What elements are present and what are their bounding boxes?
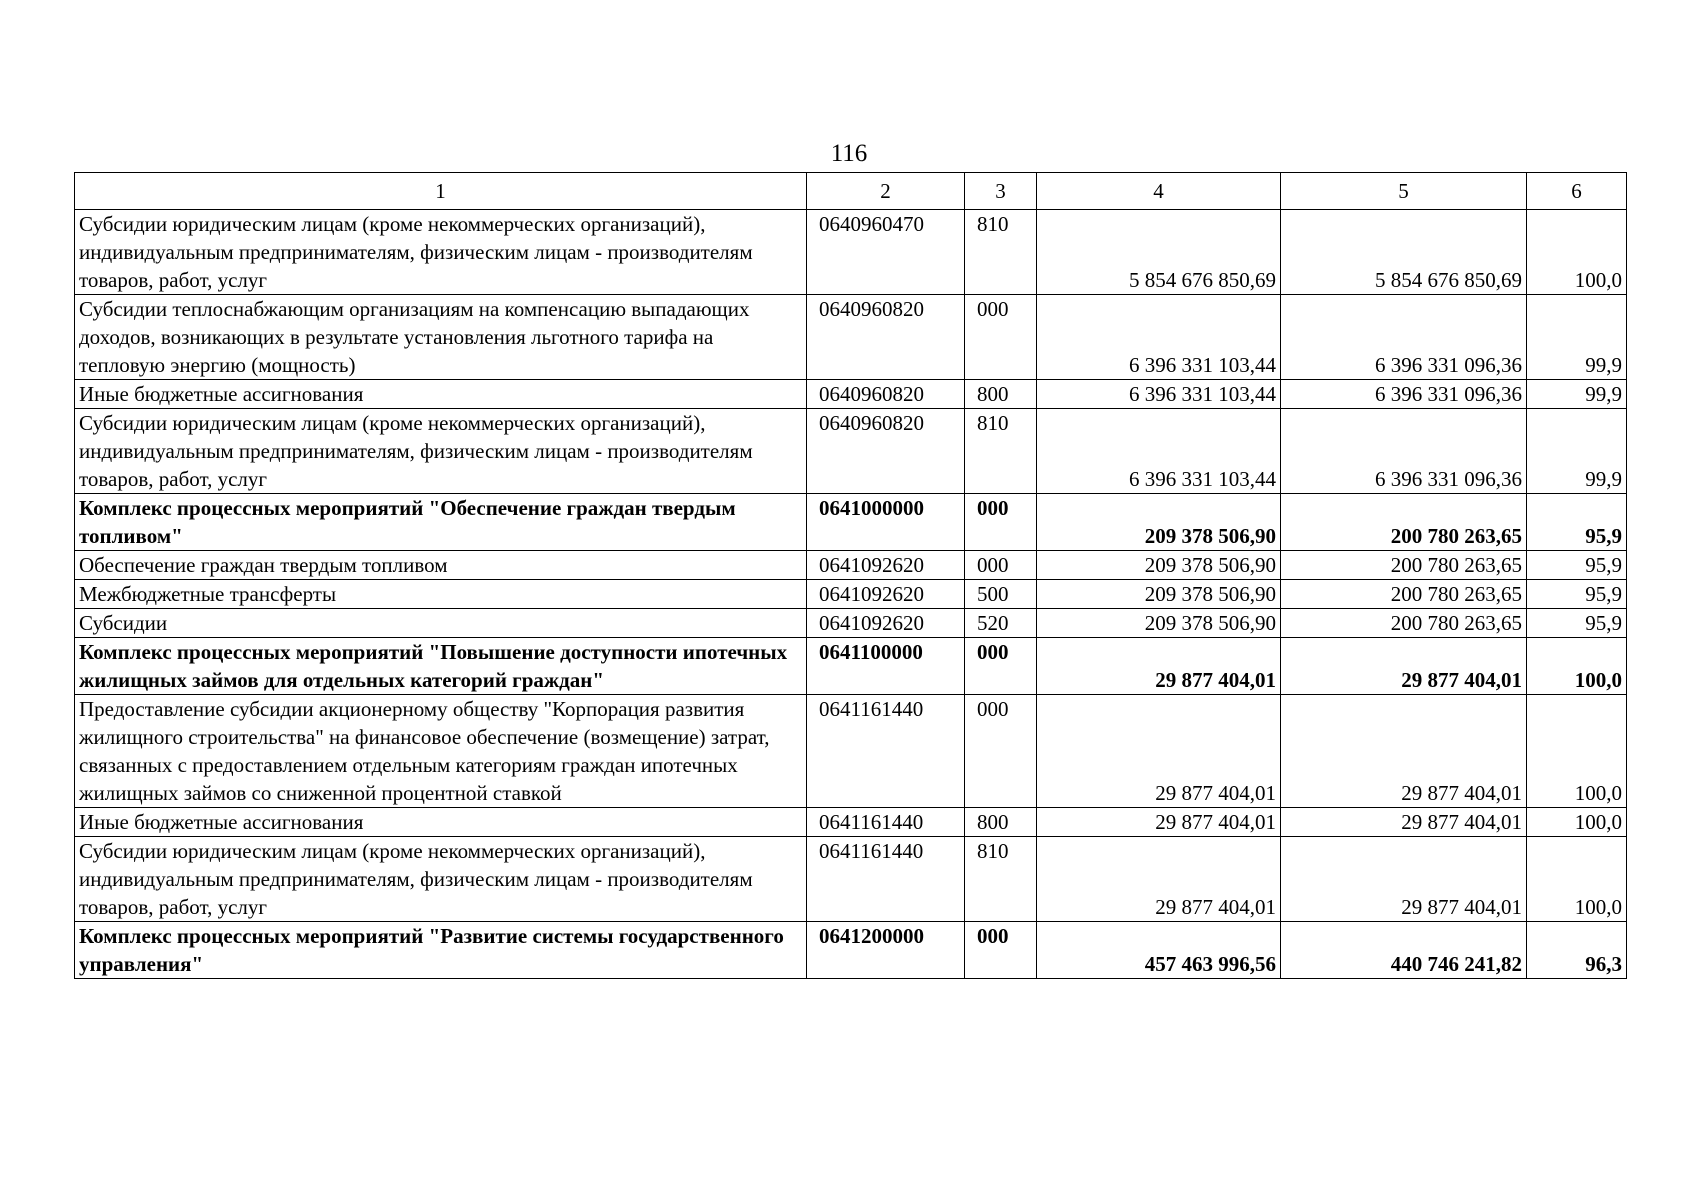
row-actual-amount-cell: 29 877 404,01 [1281,695,1527,808]
row-name-cell: Комплекс процессных мероприятий "Обеспечение граждан твердым топливом" [75,494,807,551]
row-plan-amount-cell: 5 854 676 850,69 [1037,210,1281,295]
budget-table [74,172,1627,979]
row-percent-cell: 95,9 [1527,494,1627,551]
row-plan-amount-cell: 29 877 404,01 [1037,638,1281,695]
table-row [75,494,1627,551]
row-type-cell: 000 [965,922,1037,979]
row-type-cell: 810 [965,409,1037,494]
row-percent-cell: 99,9 [1527,409,1627,494]
row-code-cell: 0641092620 [807,551,965,580]
row-percent-cell: 100,0 [1527,808,1627,837]
row-actual-amount-cell: 6 396 331 096,36 [1281,409,1527,494]
table-row [75,808,1627,837]
row-actual-amount-cell: 200 780 263,65 [1281,494,1527,551]
row-type-cell: 000 [965,295,1037,380]
row-percent-cell: 100,0 [1527,695,1627,808]
column-header-6: 6 [1527,173,1627,210]
row-plan-amount-cell: 209 378 506,90 [1037,551,1281,580]
row-code-cell: 0640960820 [807,380,965,409]
row-percent-cell: 99,9 [1527,295,1627,380]
column-header-3: 3 [965,173,1037,210]
table-row [75,551,1627,580]
row-type-cell: 800 [965,380,1037,409]
row-plan-amount-cell: 29 877 404,01 [1037,808,1281,837]
row-name-cell: Обеспечение граждан твердым топливом [75,551,807,580]
row-actual-amount-cell: 29 877 404,01 [1281,808,1527,837]
row-name-cell: Субсидии юридическим лицам (кроме некоммерческих организаций), индивидуальным предпринимателям, физическим лицам - производителям товаров, работ, услуг [75,210,807,295]
table-row [75,695,1627,808]
row-code-cell: 0641161440 [807,808,965,837]
row-actual-amount-cell: 29 877 404,01 [1281,638,1527,695]
row-name-cell: Комплекс процессных мероприятий "Повышение доступности ипотечных жилищных займов для отдельных категорий граждан" [75,638,807,695]
row-code-cell: 0640960820 [807,295,965,380]
row-plan-amount-cell: 209 378 506,90 [1037,580,1281,609]
row-name-cell: Иные бюджетные ассигнования [75,808,807,837]
row-actual-amount-cell: 5 854 676 850,69 [1281,210,1527,295]
table-header-row [75,173,1627,210]
row-percent-cell: 96,3 [1527,922,1627,979]
page-number: 116 [830,140,868,167]
row-plan-amount-cell: 209 378 506,90 [1037,494,1281,551]
table-row [75,409,1627,494]
row-code-cell: 0641092620 [807,609,965,638]
row-name-cell: Комплекс процессных мероприятий "Развитие системы государственного управления" [75,922,807,979]
row-code-cell: 0640960820 [807,409,965,494]
row-actual-amount-cell: 6 396 331 096,36 [1281,295,1527,380]
row-percent-cell: 100,0 [1527,638,1627,695]
row-code-cell: 0641000000 [807,494,965,551]
row-type-cell: 000 [965,638,1037,695]
row-actual-amount-cell: 200 780 263,65 [1281,551,1527,580]
row-type-cell: 800 [965,808,1037,837]
row-plan-amount-cell: 6 396 331 103,44 [1037,409,1281,494]
row-code-cell: 0641200000 [807,922,965,979]
row-name-cell: Субсидии юридическим лицам (кроме некоммерческих организаций), индивидуальным предпринимателям, физическим лицам - производителям товаров, работ, услуг [75,409,807,494]
table-row [75,210,1627,295]
row-plan-amount-cell: 6 396 331 103,44 [1037,295,1281,380]
row-name-cell: Предоставление субсидии акционерному обществу "Корпорация развития жилищного строительства" на финансовое обеспечение (возмещение) затрат, связанных с предоставлением отдельным категориям граждан ипотечных жилищных займов со сниженной процентной ставкой [75,695,807,808]
table-row [75,609,1627,638]
table-row [75,295,1627,380]
row-type-cell: 810 [965,210,1037,295]
row-plan-amount-cell: 29 877 404,01 [1037,695,1281,808]
row-code-cell: 0641161440 [807,695,965,808]
column-header-1: 1 [75,173,807,210]
row-name-cell: Иные бюджетные ассигнования [75,380,807,409]
row-code-cell: 0641092620 [807,580,965,609]
row-plan-amount-cell: 29 877 404,01 [1037,837,1281,922]
row-code-cell: 0641100000 [807,638,965,695]
column-header-2: 2 [807,173,965,210]
column-header-5: 5 [1281,173,1527,210]
row-type-cell: 000 [965,551,1037,580]
row-percent-cell: 99,9 [1527,380,1627,409]
row-plan-amount-cell: 6 396 331 103,44 [1037,380,1281,409]
row-actual-amount-cell: 440 746 241,82 [1281,922,1527,979]
row-type-cell: 520 [965,609,1037,638]
table-row [75,380,1627,409]
row-plan-amount-cell: 457 463 996,56 [1037,922,1281,979]
row-percent-cell: 100,0 [1527,210,1627,295]
row-name-cell: Межбюджетные трансферты [75,580,807,609]
row-percent-cell: 95,9 [1527,580,1627,609]
row-code-cell: 0640960470 [807,210,965,295]
column-header-4: 4 [1037,173,1281,210]
row-percent-cell: 95,9 [1527,551,1627,580]
row-plan-amount-cell: 209 378 506,90 [1037,609,1281,638]
table-row [75,837,1627,922]
row-actual-amount-cell: 29 877 404,01 [1281,837,1527,922]
row-actual-amount-cell: 200 780 263,65 [1281,580,1527,609]
row-percent-cell: 100,0 [1527,837,1627,922]
row-name-cell: Субсидии теплоснабжающим организациям на компенсацию выпадающих доходов, возникающих в результате установления льготного тарифа на тепловую энергию (мощность) [75,295,807,380]
row-actual-amount-cell: 200 780 263,65 [1281,609,1527,638]
row-name-cell: Субсидии [75,609,807,638]
row-type-cell: 810 [965,837,1037,922]
table-row [75,922,1627,979]
row-type-cell: 500 [965,580,1037,609]
row-percent-cell: 95,9 [1527,609,1627,638]
table-row [75,580,1627,609]
row-name-cell: Субсидии юридическим лицам (кроме некоммерческих организаций), индивидуальным предпринимателям, физическим лицам - производителям товаров, работ, услуг [75,837,807,922]
row-type-cell: 000 [965,695,1037,808]
row-code-cell: 0641161440 [807,837,965,922]
table-row [75,638,1627,695]
row-actual-amount-cell: 6 396 331 096,36 [1281,380,1527,409]
row-type-cell: 000 [965,494,1037,551]
